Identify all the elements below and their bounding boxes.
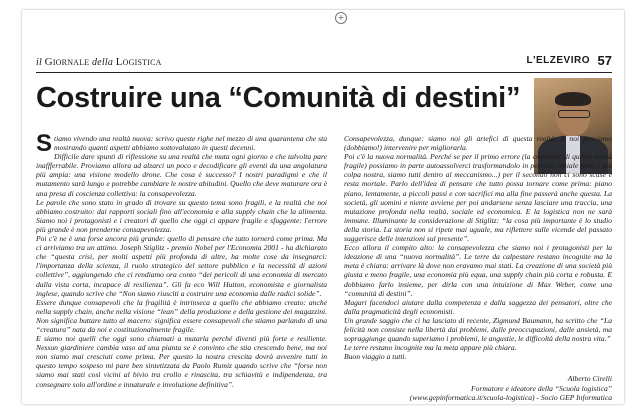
journal-prefix: il xyxy=(36,57,42,68)
paragraph: Poi c'è ne è una forse ancora più grande: quello di pensare che tutto tornerà come prima. Ma ci arriviamo tra un attimo. Joseph Stiglitz - premio Nobel per l'Economia 2001 - ha dichiarato che “questa crisi, per molti aspetti più profonda di altre, ha molte cose da insegnarci: l'importanza della scienza, il ruolo strategico del settore pubblico e la necessità di azioni collettive”, aggiungendo che ci rendiamo ora conto “dei pericoli di una economia di mercato dalla vista corta, incapace di resilienza”. Gli fa eco Will Hutton, economista e giornalista inglese, quando scrive che “Non siamo riusciti a costruire una economia dalle radici solide”. xyxy=(36,234,327,298)
paragraph: Ecco allora il compito alto: la consapevolezza che siamo noi i protagonisti per la ideazione di una “nuova normalità”. Le terre da calpestare restano incognite ma la meta è chiara: arrivare là dove non eravamo mai stati. La creazione di una società più giusta e meno fragile, una economia più equa, una supply chain più corta e robusta. E dobbiamo farlo insieme, per dirla con una intuizione di Max Weber, come una “comunità di destini”. xyxy=(344,243,612,298)
paragraph: Consapevolezza, dunque: siamo noi gli artefici di questa realtà. E noi possiamo (dobbiamo!) intervenire per migliorarla. xyxy=(344,134,612,153)
section-label: L'ELZEVIRO xyxy=(526,55,590,66)
paragraph: Difficile dare spunti di riflessione su una realtà che muta ogni giorno e che talvolta pare inaffferrabile. Proviamo allora ad alzarci un poco e decodificare gli eventi da una angolatura più ampia: una visione modello drone. Che cosa è successo? I nostri paradigmi e che il mutamento sarà lungo e potrebbe cambiare le nostre abitudini. Quello che deve maturare ora è una presa di coscienza collettiva: la consapevolezza. xyxy=(36,152,327,198)
paragraph: E siamo noi quelli che oggi sono chiamati a mutarla perché diventi più forte e resiliente. Nessun giardiniere cambia vaso ad una pianta se è convinto che stia crescendo bene, ma noi non siamo mai cresciuti come prima. Per questo la nostra crescita dovrà avvenire tutti in questo tempo sospeso mi pare ben sintetizzata da Paolo Rumiz quando scrive che “forse non siamo mai stati così vicini al bivio tra crollo e rinascita, tra schiavitù e indipendenza, tra consegnare solo all'ordine e innaturale e involuzione definitiva”. xyxy=(36,334,327,389)
article-column-1 xyxy=(36,130,327,389)
drop-cap: S xyxy=(36,130,53,157)
journal-logistica: Logistica xyxy=(115,56,162,68)
paragraph: Le terre restano incognite ma la meta appare più chiara. xyxy=(344,343,517,353)
article-column-2 xyxy=(344,134,612,361)
page-number: 57 xyxy=(597,53,612,68)
signature-name: Alberto Cirelli xyxy=(567,374,612,383)
signature-url: (www.gepinformatica.it/scuola-logistica) - Socio GEP Informatica xyxy=(409,393,612,402)
journal-masthead xyxy=(36,56,162,68)
paragraph: Buon viaggio a tutti. xyxy=(344,352,407,362)
journal-name: Giornale xyxy=(44,56,90,68)
author-signature xyxy=(344,374,612,403)
paragraph: Le parole che sono stato in grado di trovare su questo tema sono fragili, e la realtà che noi abbiamo costruito: dai rapporti sociali fino all'economia e alla supply chain che la alimenta. Siamo noi i protagonisti e i creatori di quello che oggi ci appare fragile e sfuggente: l'errore più grande è non prenderne consapevolezza. xyxy=(36,197,327,234)
paragraph: Poi c'è la nuova normalità. Perché se per il primo errore (la creazione di questa realtà fragile) possiamo in parte autoassolverci trasformandolo in peccato veniale (non è poi colpa nostra, siamo tutti dentro al meccanismo...) per il secondo non ci sono scuse e resta mortale. Parlo dell'idea di pensare che tutto possa tornare come prima: piano piano, lentamente, a piccoli passi e con sacrifici ma alla fine passerà anche questa. La società, gli uomini e niente avviene per poi andarsene senza lasciare una traccia, una mutazione profonda nella realtà, sociale ed economica. E la logistica non ne sarà immune. Illuminante la considerazione di Stiglitz: “la cosa più importante è lo studio della storia. La storia non si ripete mai uguale, ma riflettere sulle vicende del passato suggerisce delle intenzioni sul presente”. xyxy=(344,152,612,244)
registration-mark-icon: + xyxy=(335,12,347,24)
signature-role: Formatore e ideatore della “Scuola logistica” xyxy=(471,383,612,393)
paragraph: tiamo vivendo una realtà nuova: scrivo queste righe nel mezzo di una quarantena che sta mostrando quanti aspetti abbiamo sottovalutato in questi decenni. xyxy=(54,134,327,153)
magazine-page xyxy=(22,10,624,404)
paragraph: Magari facendoci aiutare dalla competenza e dalla saggezza dei pensatori, oltre che dalla pragmaticità degli economisti. xyxy=(344,297,612,316)
paragraph: Un grande saggio che ci ha lasciato di recente, Zigmund Baumann, ha scritto che “La felicità non consiste nella libertà dai problemi, dalle preoccupazioni, dalle ansietà, ma sopraggiunge quando superiamo i problemi, le angustie, le difficoltà della nostra vita.” xyxy=(344,315,612,344)
paragraph: Essere dunque consapevoli che la fragilità è intrinseca a quello che abbiamo creato: anche nella supply chain, anche nella visione “lean” della produzione e della gestione dei magazzini. Non significa buttare tutto al macero: significa essere consapevoli che stiamo parlando di una “creatura” nata da noi e costituzionalmente fragile. xyxy=(36,297,327,334)
page-header xyxy=(36,52,612,74)
journal-della: della xyxy=(92,57,114,68)
header-rule xyxy=(36,72,612,73)
article-title: Costruire una “Comunità di destini” xyxy=(36,82,521,114)
